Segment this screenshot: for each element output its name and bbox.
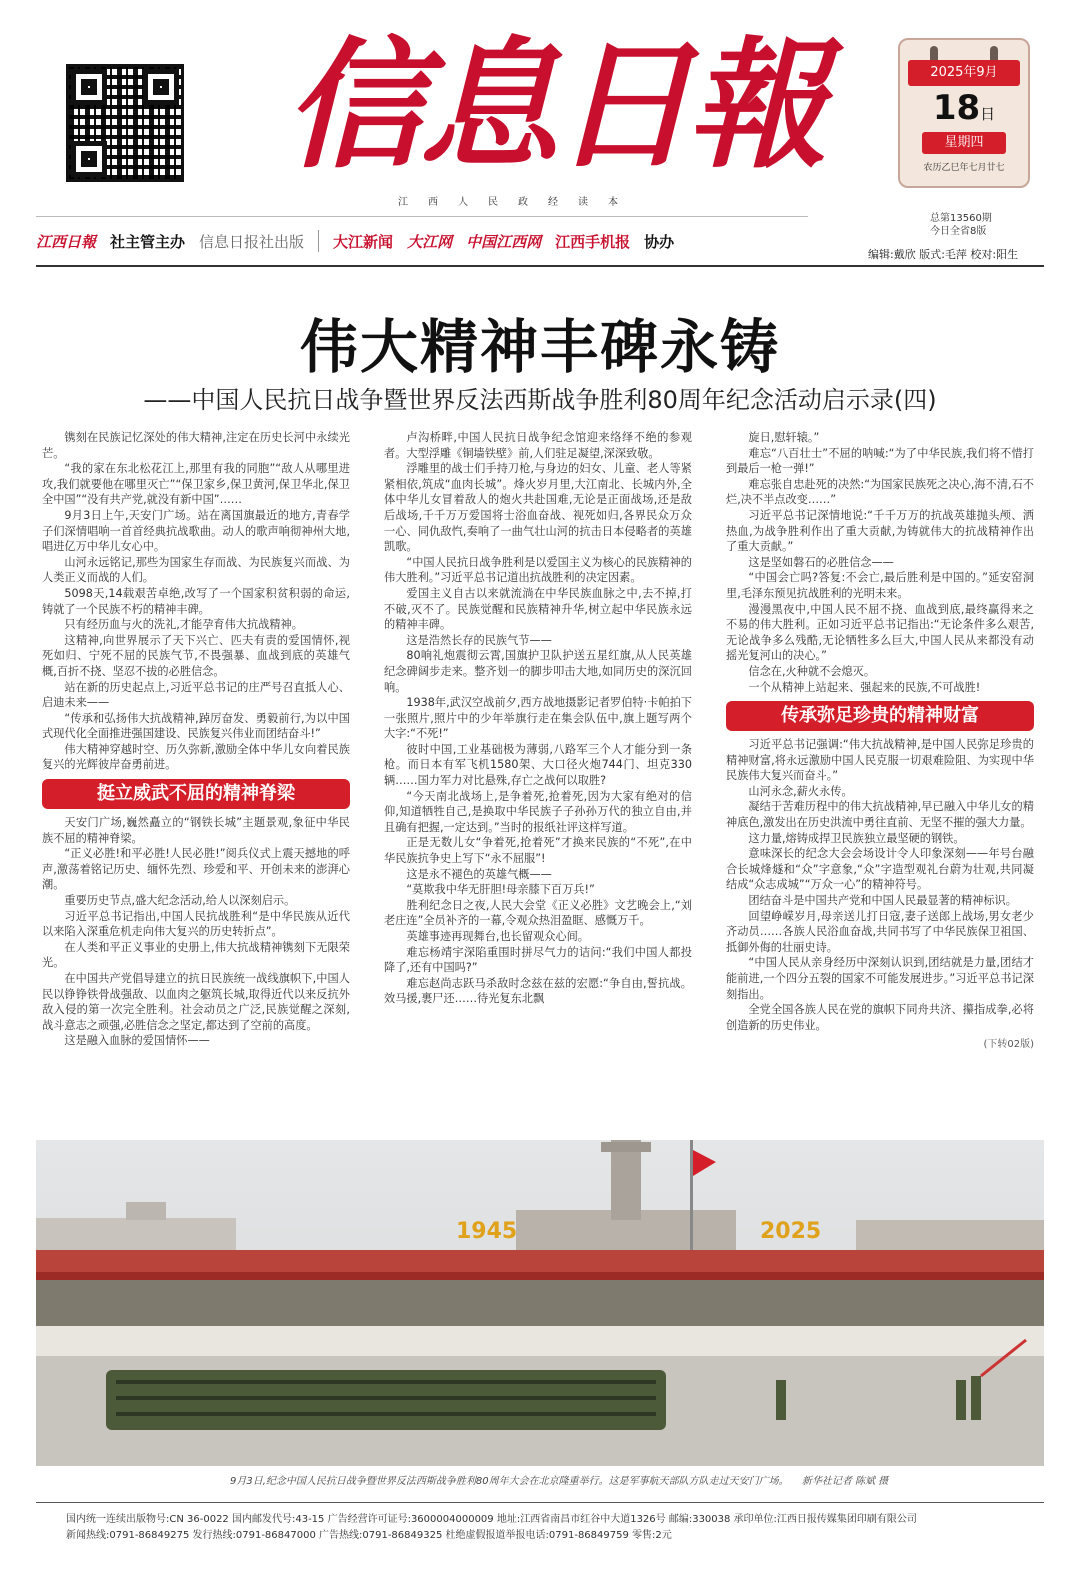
calendar-day-suffix: 日 bbox=[980, 105, 996, 123]
article-paragraph: 难忘张自忠赴死的决然:“为国家民族死之决心,海不清,石不烂,决不半点改变……” bbox=[726, 477, 1034, 507]
article-paragraph: 这是浩然长存的民族气节—— bbox=[406, 633, 552, 647]
page-count: 今日全省8版 bbox=[930, 226, 987, 237]
article-paragraph: 爱国主义自古以来就流淌在中华民族血脉之中,去不掉,打不破,灭不了。民族觉醒和民族精神升华,树立起中华民族永远的精神丰碑。 bbox=[384, 586, 692, 632]
caption-text: 9月3日,纪念中国人民抗日战争暨世界反法西斯战争胜利80周年大会在北京隆重举行。这是军事航天部队方队走过天安门广场。 bbox=[230, 1476, 789, 1487]
article-paragraph: “传承和弘扬伟大抗战精神,踔厉奋发、勇毅前行,为以中国式现代化全面推进强国建设、民族复兴伟业而团结奋斗!” bbox=[42, 711, 350, 741]
calendar-year-month: 2025年9月 bbox=[908, 60, 1020, 86]
issue-info bbox=[930, 212, 1040, 238]
article-paragraph: “今天南北战场上,是争着死,抢着死,因为大家有绝对的信仰,知道牺牲自己,是换取中华民族子子孙孙万代的独立自由,并且确有把握,一定达到。”当时的报纸社评这样写道。 bbox=[384, 789, 692, 834]
article-paragraph: “中国会亡吗?答复:不会亡,最后胜利是中国的。”延安窑洞里,毛泽东预见抗战胜利的光明未来。 bbox=[726, 571, 1034, 600]
article-paragraph: 重要历史节点,盛大纪念活动,给人以深刻启示。 bbox=[64, 894, 296, 908]
photo-label-2025: 2025 bbox=[760, 1219, 822, 1244]
article-paragraph: 旋日,慰轩辕。” bbox=[748, 431, 820, 444]
qr-code bbox=[66, 64, 184, 182]
article-paragraph: 伟大精神穿越时空、历久弥新,激励全体中华儿女向着民族复兴的光辉彼岸奋勇前进。 bbox=[42, 742, 350, 772]
editor-credits: 编辑:戴欣 版式:毛萍 校对:阳生 bbox=[868, 248, 1019, 261]
main-headline: 伟大精神丰碑永铸 bbox=[299, 313, 780, 381]
article-paragraph: 这精神,向世界展示了天下兴亡、匹夫有责的爱国情怀,视死如归、宁死不屈的民族气节,不畏强暴、血战到底的英雄气概,百折不挠、坚忍不拔的必胜信念。 bbox=[42, 633, 350, 678]
calendar-lunar-date: 农历乙巳年七月廿七 bbox=[923, 163, 1005, 173]
article-paragraph: 1938年,武汉空战前夕,西方战地摄影记者罗伯特·卡帕拍下一张照片,照片中的少年举旗行走在集会队伍中,旗上题写两个大字:“不死!” bbox=[384, 696, 692, 741]
parade-illustration bbox=[36, 1140, 1044, 1466]
qr-finder-icon bbox=[143, 69, 179, 105]
section-title-2: 传承弥足珍贵的精神财富 bbox=[726, 701, 1034, 731]
qr-finder-icon bbox=[71, 69, 107, 105]
article-paragraph: 难忘赵尚志跃马杀敌时念兹在兹的宏愿:“争自由,誓抗战。效马援,裹尸还……待光复东北飘 bbox=[384, 976, 692, 1006]
section-title-1: 挺立威武不屈的精神脊梁 bbox=[42, 779, 350, 809]
article-paragraph: 凝结于苦难历程中的伟大抗战精神,早已融入中华儿女的精神底色,激发出在历史洪流中勇往直前、无坚不摧的强大力量。 bbox=[726, 800, 1034, 830]
article-paragraph: 团结奋斗是中国共产党和中国人民最显著的精神标识。 bbox=[748, 894, 1017, 908]
article-paragraph: 回望峥嵘岁月,母亲送儿打日寇,妻子送郎上战场,男女老少齐动员……各族人民浴血奋战,共同书写了中华民族保卫祖国、抵御外侮的壮丽史诗。 bbox=[726, 909, 1034, 954]
article-paragraph: 这力量,熔铸成捍卫民族独立最坚硬的钢铁。 bbox=[748, 831, 965, 845]
sub-headline: ——中国人民抗日战争暨世界反法西斯战争胜利80周年纪念活动启示录(四) bbox=[143, 386, 937, 414]
masthead-slogan: 江西人民政经读本 bbox=[398, 197, 638, 208]
partner-jxcn: 中国江西网 bbox=[466, 232, 542, 251]
partner-dajiang-net: 大江网 bbox=[407, 232, 453, 251]
continued-note: (下转02版) bbox=[983, 1039, 1034, 1051]
article-paragraph: 在人类和平正义事业的史册上,伟大抗战精神镌刻下无限荣光。 bbox=[42, 940, 350, 970]
parade-photo bbox=[36, 1140, 1044, 1466]
article-paragraph: 意味深长的纪念大会会场设计令人印象深刻——年号台融合长城烽燧和“众”字意象,“众”字造型观礼台蔚为壮观,共同凝结成“众志成城”“万众一心”的精神符号。 bbox=[726, 847, 1034, 892]
column-1-paragraphs bbox=[42, 430, 350, 773]
newspaper-logo: 信息日報 bbox=[285, 24, 822, 188]
calendar-day bbox=[908, 88, 1020, 128]
article-paragraph: 难忘杨靖宇深陷重围时拼尽气力的诘问:“我们中国人都投降了,还有中国吗?” bbox=[384, 945, 692, 975]
column-2-paragraphs bbox=[384, 430, 692, 1007]
footer-info bbox=[66, 1512, 1046, 1544]
article-paragraph: 卢沟桥畔,中国人民抗日战争纪念馆迎来络绎不绝的参观者。大型浮雕《铜墙铁壁》前,人们驻足凝望,深深致敬。 bbox=[384, 431, 692, 460]
footer-rule bbox=[36, 1502, 1044, 1503]
article-paragraph: 彼时中国,工业基础极为薄弱,八路军三个人才能分到一条枪。而日本有军飞机1580架、大口径火炮744门、坦克330辆……国力军力对比悬殊,存亡之战何以取胜? bbox=[384, 742, 692, 788]
article-paragraph: 9月3日上午,天安门广场。站在离国旗最近的地方,青春学子们深情唱响一首首经典抗战歌曲。动人的歌声响彻神州大地,唱进亿万中华儿女心中。 bbox=[42, 508, 350, 554]
photo-credit: 新华社记者 陈斌 摄 bbox=[801, 1476, 889, 1487]
article-paragraph: 习近平总书记指出,中国人民抗战胜利“是中华民族从近代以来陷入深重危机走向伟大复兴的历史转折点”。 bbox=[42, 909, 350, 939]
calendar-weekday: 星期四 bbox=[922, 132, 1006, 154]
partner-dajiang-news: 大江新闻 bbox=[333, 232, 394, 251]
article-column-3 bbox=[726, 430, 1034, 1120]
article-paragraph: “正义必胜!和平必胜!人民必胜!”阅兵仪式上震天撼地的呼声,激荡着铭记历史、缅怀先烈、珍爱和平、开创未来的澎湃心潮。 bbox=[42, 847, 350, 892]
article-paragraph: 英雄事迹再现舞台,也长留观众心间。 bbox=[406, 930, 589, 943]
article-paragraph: 这是融入血脉的爱国情怀—— bbox=[64, 1034, 210, 1048]
article-paragraph: “莫欺我中华无肝胆!母亲膝下百万兵!” bbox=[406, 883, 595, 897]
column-3-paragraphs bbox=[726, 430, 1034, 695]
article-paragraph: 站在新的历史起点上,习近平总书记的庄严号召直抵人心、启迪未来—— bbox=[42, 680, 350, 710]
article-paragraph: 这是永不褪色的英雄气概—— bbox=[406, 867, 552, 881]
article-paragraph: “我的家在东北松花江上,那里有我的同胞”“敌人从哪里进攻,我们就要他在哪里灭亡”“保卫家乡,保卫黄河,保卫华北,保卫全中国”“没有共产党,就没有新中国”…… bbox=[42, 462, 350, 507]
sponsor-role: 社主管主办 bbox=[110, 232, 186, 251]
issue-number: 总第13560期 bbox=[930, 213, 992, 224]
partner-mobile-news: 江西手机报 bbox=[555, 232, 631, 251]
article-paragraph: 正是无数儿女“争着死,抢着死”才换来民族的“不死”,在中华民族抗争史上写下“永不屈服”! bbox=[384, 836, 692, 866]
partner-divider bbox=[36, 216, 808, 217]
article-paragraph: 山河永远铭记,那些为国家生存而战、为民族复兴而战、为人类正义而战的人们。 bbox=[42, 555, 350, 585]
photo-label-1945: 1945 bbox=[456, 1219, 518, 1244]
sponsor-logo: 江西日報 bbox=[36, 232, 97, 251]
article-paragraph: 一个从精神上站起来、强起来的民族,不可战胜! bbox=[748, 680, 981, 694]
article-paragraph: “中国人民从亲身经历中深刻认识到,团结就是力量,团结才能前进,一个四分五裂的国家不可能发展进步。”习近平总书记深刻指出。 bbox=[726, 956, 1034, 1001]
article-column-1 bbox=[42, 430, 350, 1120]
masthead-rule bbox=[36, 265, 1044, 267]
separator bbox=[318, 230, 319, 252]
article-paragraph: 信念在,火种就不会熄灭。 bbox=[748, 664, 876, 678]
column-1-paragraphs-2 bbox=[42, 815, 350, 1049]
article-column-2 bbox=[384, 430, 692, 1120]
article-paragraph: 难忘“八百壮士”不屈的呐喊:“为了中华民族,我们将不惜打到最后一枪一弹!” bbox=[726, 446, 1034, 476]
partner-bar bbox=[36, 224, 806, 258]
article-paragraph: 80响礼炮震彻云霄,国旗护卫队护送五星红旗,从人民英雄纪念碑阔步走来。整齐划一的脚步叩击大地,如同历史的深沉回响。 bbox=[384, 649, 692, 694]
article-paragraph: 在中国共产党倡导建立的抗日民族统一战线旗帜下,中国人民以铮铮铁骨战强敌、以血肉之躯筑长城,取得近代以来反抗外敌入侵的第一次完全胜利。社会动员之广泛,民族觉醒之深刻,战斗意志之顽强,必胜信念之坚定,都达到了空前的高度。 bbox=[42, 972, 350, 1032]
article-paragraph: 5098天,14载艰苦卓绝,改写了一个国家积贫积弱的命运,铸就了一个民族不朽的精神丰碑。 bbox=[42, 586, 350, 616]
article-paragraph: 胜利纪念日之夜,人民大会堂《正义必胜》文艺晚会上,“刘老庄连”全员补齐的一幕,令观众热泪盈眶、感慨万千。 bbox=[384, 898, 692, 928]
column-3-paragraphs-2 bbox=[726, 737, 1034, 1033]
article-paragraph: 天安门广场,巍然矗立的“钢铁长城”主题景观,象征中华民族不屈的精神脊梁。 bbox=[42, 816, 350, 845]
calendar-day-number: 18 bbox=[932, 88, 981, 128]
footer-line-2: 新闻热线:0791-86849275 发行热线:0791-86847000 广告热线:0791-86849325 杜绝虚假报道举报电话:0791-86849759 零售:2元 bbox=[66, 1530, 672, 1541]
article-paragraph: 习近平总书记深情地说:“千千万万的抗战英雄抛头颅、洒热血,为战争胜利作出了重大贡献,为铸就伟大的抗战精神作出了重大贡献。” bbox=[726, 508, 1034, 554]
date-calendar bbox=[898, 38, 1030, 188]
qr-finder-icon bbox=[71, 141, 107, 177]
article-paragraph: 镌刻在民族记忆深处的伟大精神,注定在历史长河中永续光芒。 bbox=[42, 431, 350, 460]
article-paragraph: 习近平总书记强调:“伟大抗战精神,是中国人民弥足珍贵的精神财富,将永远激励中国人民克服一切艰难险阻、为实现中华民族伟大复兴而奋斗。” bbox=[726, 738, 1034, 783]
article-paragraph: 只有经历血与火的洗礼,才能孕育伟大抗战精神。 bbox=[64, 618, 303, 632]
footer-line-1: 国内统一连续出版物号:CN 36-0022 国内邮发代号:43-15 广告经营许可证号:3600004000009 地址:江西省南昌市红谷中大道1326号 邮编:330038 承印单位:江西日报传媒集团印刷有限公司 bbox=[66, 1514, 917, 1525]
article-paragraph: 浮雕里的战士们手持刀枪,与身边的妇女、儿童、老人等紧紧相依,筑成“血肉长城”。烽火岁月里,大江南北、长城内外,全体中华儿女冒着敌人的炮火共赴国难,无论是正面战场,还是敌后战场,千千万万爱国将士浴血奋战、视死如归,各界民众万众一心、同仇敌忾,奏响了一曲气壮山河的抗击日本侵略者的英雄凯歌。 bbox=[384, 462, 692, 554]
article-paragraph: 全党全国各族人民在党的旗帜下同舟共济、攥指成拳,必将创造新的历史伟业。 bbox=[726, 1003, 1034, 1032]
photo-caption bbox=[230, 1472, 1030, 1487]
article-paragraph: 山河永念,薪火永传。 bbox=[748, 784, 853, 798]
publisher: 信息日报社出版 bbox=[199, 232, 305, 251]
article-paragraph: 这是坚如磐石的必胜信念—— bbox=[748, 555, 894, 569]
article-paragraph: “中国人民抗日战争胜利是以爱国主义为核心的民族精神的伟大胜利。”习近平总书记道出抗战胜利的决定因素。 bbox=[384, 555, 692, 585]
article-paragraph: 漫漫黑夜中,中国人民不屈不挠、血战到底,最终赢得来之不易的伟大胜利。正如习近平总书记指出:“无论条件多么艰苦,无论战争多么残酷,无论牺牲多么巨大,中国人民从来都没有动摇光复河山的决心。” bbox=[726, 602, 1034, 663]
co-organizer: 协办 bbox=[644, 232, 675, 251]
